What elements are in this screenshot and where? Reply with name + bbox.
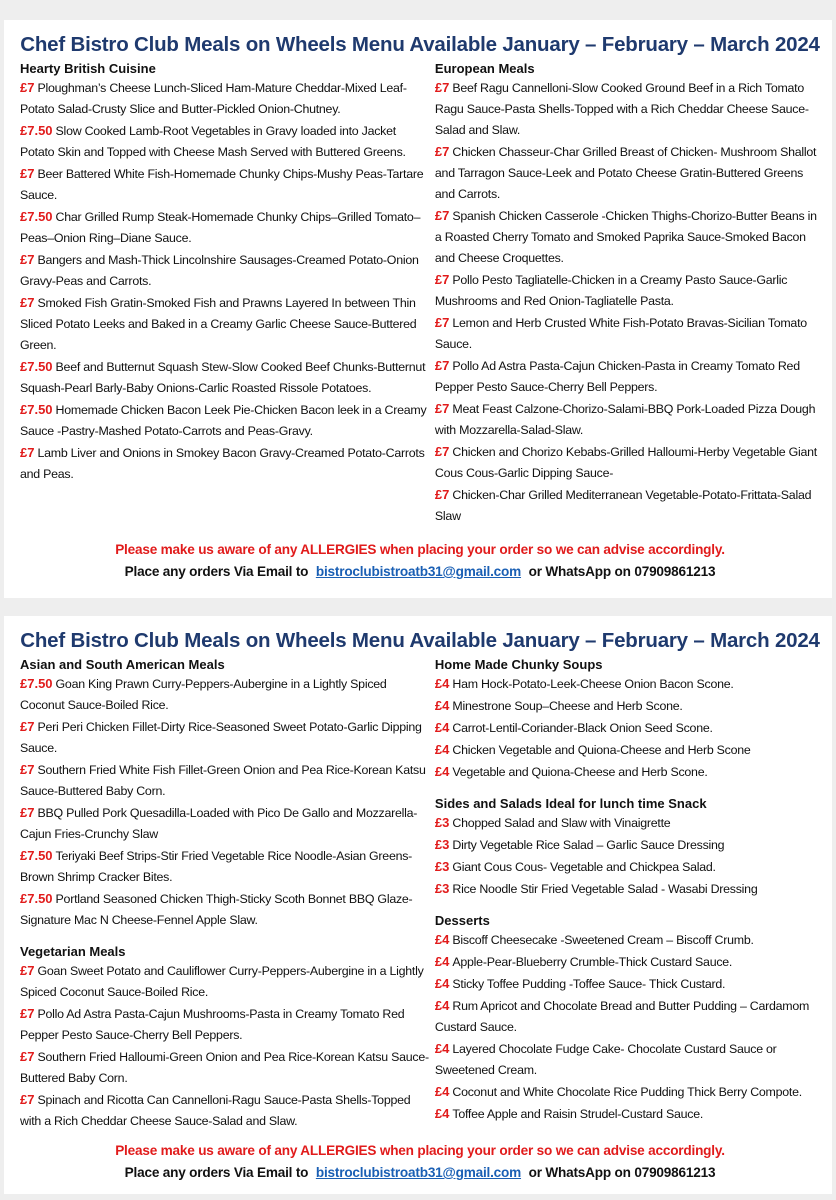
item-price: £4 bbox=[434, 676, 450, 691]
menu-item bbox=[20, 845, 429, 888]
item-price: £7 bbox=[434, 401, 450, 416]
menu-footer bbox=[20, 539, 820, 583]
menu-item bbox=[20, 1046, 429, 1089]
item-price: £3 bbox=[434, 837, 450, 852]
item-price: £4 bbox=[434, 976, 450, 991]
email-link[interactable]: bistroclubistroatb31@gmail.com bbox=[315, 564, 522, 579]
item-price: £7 bbox=[20, 1006, 35, 1021]
item-description: Pollo Pesto Tagliatelle-Chicken in a Creamy Pasto Sauce-Garlic Mushrooms and Red Onion-Tagliatelle Pasta. bbox=[434, 273, 788, 308]
item-description: Lamb Liver and Onions in Smokey Bacon Gravy-Creamed Potato-Carrots and Peas. bbox=[20, 446, 425, 481]
item-price: £3 bbox=[434, 859, 450, 874]
menu-item bbox=[20, 716, 429, 759]
desserts-item-list bbox=[435, 929, 820, 1125]
european-column bbox=[435, 60, 820, 527]
section-heading-vegetarian: Vegetarian Meals bbox=[20, 944, 126, 959]
order-suffix: or WhatsApp on 07909861213 bbox=[528, 564, 716, 579]
item-description: Southern Fried White Fish Fillet-Green Onion and Pea Rice-Korean Katsu Sauce-Buttered Baby Corn. bbox=[20, 763, 426, 798]
item-price: £7 bbox=[20, 445, 35, 460]
allergy-notice: Please make us aware of any ALLERGIES when placing your order so we can advise accordingly. bbox=[115, 1143, 725, 1158]
item-price: £4 bbox=[434, 1084, 450, 1099]
item-description: Apple-Pear-Blueberry Crumble-Thick Custard Sauce. bbox=[452, 955, 733, 969]
item-price: £7 bbox=[20, 166, 35, 181]
menu-item bbox=[435, 995, 820, 1038]
item-price: £7.50 bbox=[20, 676, 53, 691]
menu-item bbox=[435, 1103, 820, 1125]
menu-item bbox=[20, 802, 429, 845]
asian-item-list bbox=[20, 673, 429, 931]
email-link[interactable]: bistroclubistroatb31@gmail.com bbox=[315, 1165, 522, 1180]
menu-item bbox=[20, 759, 429, 802]
item-description: Goan King Prawn Curry-Peppers-Aubergine in a Lightly Spiced Coconut Sauce-Boiled Rice. bbox=[20, 677, 387, 712]
menu-item bbox=[435, 269, 820, 312]
section-heading-sides: Sides and Salads Ideal for lunch time Snack bbox=[434, 796, 707, 811]
vegetarian-item-list bbox=[20, 960, 429, 1132]
soups-desserts-column bbox=[435, 656, 820, 1132]
item-description: Char Grilled Rump Steak-Homemade Chunky Chips–Grilled Tomato–Peas–Onion Ring–Diane Sauce. bbox=[20, 210, 421, 245]
item-description: Beer Battered White Fish-Homemade Chunky Chips-Mushy Peas-Tartare Sauce. bbox=[20, 167, 424, 202]
item-price: £7 bbox=[20, 295, 35, 310]
item-description: Coconut and White Chocolate Rice Pudding Thick Berry Compote. bbox=[452, 1085, 802, 1099]
item-price: £7 bbox=[20, 1049, 35, 1064]
section-heading-european: European Meals bbox=[434, 61, 535, 76]
item-description: Homemade Chicken Bacon Leek Pie-Chicken Bacon leek in a Creamy Sauce -Pastry-Mashed Potato-Carrots and Peas-Gravy. bbox=[20, 403, 427, 438]
menu-item bbox=[20, 673, 429, 716]
section-heading-soups: Home Made Chunky Soups bbox=[434, 657, 603, 672]
item-description: Southern Fried Halloumi-Green Onion and Pea Rice-Korean Katsu Sauce-Buttered Baby Corn. bbox=[20, 1050, 429, 1085]
menu-item bbox=[435, 695, 820, 717]
order-prefix: Place any orders Via Email to bbox=[124, 1165, 309, 1180]
item-price: £7 bbox=[434, 208, 450, 223]
asian-veg-column bbox=[20, 656, 435, 1132]
item-price: £4 bbox=[434, 764, 450, 779]
menu-item bbox=[435, 673, 820, 695]
european-item-list bbox=[435, 77, 820, 527]
item-description: Spinach and Ricotta Can Cannelloni-Ragu Sauce-Pasta Shells-Topped with a Rich Cheddar Cheese Sauce-Salad and Slaw. bbox=[20, 1093, 411, 1128]
item-price: £7 bbox=[434, 272, 450, 287]
item-price: £7 bbox=[434, 444, 450, 459]
item-description: Bangers and Mash-Thick Lincolnshire Sausages-Creamed Potato-Onion Gravy-Peas and Carrots. bbox=[20, 253, 419, 288]
item-price: £7 bbox=[20, 252, 35, 267]
menu-item bbox=[435, 856, 820, 878]
item-price: £3 bbox=[434, 881, 450, 896]
british-column bbox=[20, 60, 435, 527]
item-price: £7 bbox=[20, 805, 35, 820]
menu-item bbox=[435, 441, 820, 484]
item-description: Chicken-Char Grilled Mediterranean Vegetable-Potato-Frittata-Salad Slaw bbox=[434, 488, 812, 523]
menu-item bbox=[435, 1081, 820, 1103]
item-price: £4 bbox=[434, 1041, 450, 1056]
item-price: £7 bbox=[434, 315, 450, 330]
item-price: £4 bbox=[434, 698, 450, 713]
item-description: Peri Peri Chicken Fillet-Dirty Rice-Seasoned Sweet Potato-Garlic Dipping Sauce. bbox=[20, 720, 422, 755]
menu-sheet-2 bbox=[4, 616, 832, 1194]
menu-item bbox=[435, 77, 820, 141]
item-price: £4 bbox=[434, 1106, 450, 1121]
menu-sheet-1 bbox=[4, 20, 832, 598]
item-description: Vegetable and Quiona-Cheese and Herb Scone. bbox=[452, 765, 708, 779]
order-suffix: or WhatsApp on 07909861213 bbox=[528, 1165, 716, 1180]
item-price: £7 bbox=[434, 358, 450, 373]
menu-item bbox=[435, 1038, 820, 1081]
menu-item bbox=[20, 1089, 429, 1132]
menu-item bbox=[435, 398, 820, 441]
item-description: Rum Apricot and Chocolate Bread and Butter Pudding – Cardamom Custard Sauce. bbox=[434, 999, 810, 1034]
item-description: Chicken Vegetable and Quiona-Cheese and Herb Scone bbox=[452, 743, 751, 757]
item-price: £4 bbox=[434, 932, 450, 947]
item-description: Sticky Toffee Pudding -Toffee Sauce- Thick Custard. bbox=[452, 977, 726, 991]
menu-item bbox=[20, 77, 429, 120]
item-description: Smoked Fish Gratin-Smoked Fish and Prawns Layered In between Thin Sliced Potato Leeks and Baked in a Creamy Garlic Cheese Sauce-Buttered Green. bbox=[20, 296, 417, 352]
item-description: Minestrone Soup–Cheese and Herb Scone. bbox=[452, 699, 683, 713]
item-description: Teriyaki Beef Strips-Stir Fried Vegetable Rice Noodle-Asian Greens-Brown Shrimp Cracker Bites. bbox=[20, 849, 413, 884]
section-heading-british: Hearty British Cuisine bbox=[20, 61, 156, 76]
menu-item bbox=[435, 951, 820, 973]
item-price: £7.50 bbox=[20, 359, 53, 374]
item-price: £7.50 bbox=[20, 402, 53, 417]
item-price: £7.50 bbox=[20, 123, 53, 138]
item-price: £4 bbox=[434, 998, 450, 1013]
menu-item bbox=[435, 205, 820, 269]
item-description: Rice Noodle Stir Fried Vegetable Salad - Wasabi Dressing bbox=[452, 882, 758, 896]
item-price: £4 bbox=[434, 742, 450, 757]
menu-item bbox=[435, 355, 820, 398]
menu-item bbox=[435, 834, 820, 856]
item-description: Carrot-Lentil-Coriander-Black Onion Seed Scone. bbox=[452, 721, 713, 735]
menu-item bbox=[20, 442, 429, 485]
item-price: £7 bbox=[20, 963, 35, 978]
item-description: Beef and Butternut Squash Stew-Slow Cooked Beef Chunks-Butternut Squash-Pearl Barly-Baby Onions-Carlic Roasted Rissole Potatoes. bbox=[20, 360, 426, 395]
item-price: £4 bbox=[434, 720, 450, 735]
order-info bbox=[20, 1162, 820, 1184]
menu-item bbox=[435, 973, 820, 995]
item-price: £7.50 bbox=[20, 891, 53, 906]
menu-item bbox=[435, 717, 820, 739]
menu-item bbox=[435, 739, 820, 761]
item-price: £3 bbox=[434, 815, 450, 830]
item-price: £4 bbox=[434, 954, 450, 969]
menu-item bbox=[20, 356, 429, 399]
item-description: Chicken and Chorizo Kebabs-Grilled Halloumi-Herby Vegetable Giant Cous Cous-Garlic Dipping Sauce- bbox=[434, 445, 817, 480]
item-description: Toffee Apple and Raisin Strudel-Custard Sauce. bbox=[452, 1107, 704, 1121]
item-description: Goan Sweet Potato and Cauliflower Curry-Peppers-Aubergine in a Lightly Spiced Coconut Sauce-Boiled Rice. bbox=[20, 964, 424, 999]
menu-item bbox=[20, 249, 429, 292]
item-description: Meat Feast Calzone-Chorizo-Salami-BBQ Pork-Loaded Pizza Dough with Mozzarella-Salad-Slaw. bbox=[434, 402, 816, 437]
item-description: Ham Hock-Potato-Leek-Cheese Onion Bacon Scone. bbox=[452, 677, 734, 691]
section-heading-desserts: Desserts bbox=[434, 913, 490, 928]
menu-title: Chef Bistro Club Meals on Wheels Menu Available January – February – March 2024 bbox=[20, 33, 820, 56]
soups-item-list bbox=[435, 673, 820, 783]
british-item-list bbox=[20, 77, 429, 485]
item-description: Giant Cous Cous- Vegetable and Chickpea Salad. bbox=[452, 860, 716, 874]
order-prefix: Place any orders Via Email to bbox=[124, 564, 309, 579]
item-description: Dirty Vegetable Rice Salad – Garlic Sauce Dressing bbox=[452, 838, 725, 852]
order-info bbox=[20, 561, 820, 583]
menu-item bbox=[20, 888, 429, 931]
menu-item bbox=[435, 312, 820, 355]
menu-footer bbox=[20, 1140, 820, 1184]
item-price: £7 bbox=[20, 1092, 35, 1107]
item-description: Lemon and Herb Crusted White Fish-Potato Bravas-Sicilian Tomato Sauce. bbox=[434, 316, 807, 351]
menu-item bbox=[435, 484, 820, 527]
menu-title: Chef Bistro Club Meals on Wheels Menu Available January – February – March 2024 bbox=[20, 629, 820, 652]
item-price: £7.50 bbox=[20, 848, 53, 863]
item-price: £7 bbox=[20, 719, 35, 734]
item-description: Slow Cooked Lamb-Root Vegetables in Gravy loaded into Jacket Potato Skin and Topped with Cheese Mash Served with Buttered Greens. bbox=[20, 124, 406, 159]
menu-item bbox=[20, 399, 429, 442]
item-price: £7 bbox=[434, 80, 450, 95]
item-price: £7 bbox=[434, 487, 450, 502]
section-heading-asian: Asian and South American Meals bbox=[20, 657, 225, 672]
item-description: Layered Chocolate Fudge Cake- Chocolate Custard Sauce or Sweetened Cream. bbox=[434, 1042, 777, 1077]
item-description: Chicken Chasseur-Char Grilled Breast of Chicken- Mushroom Shallot and Tarragon Sauce-Leek and Potato Cheese Gratin-Buttered Greens and Carrots. bbox=[434, 145, 817, 201]
menu-item bbox=[20, 960, 429, 1003]
sides-item-list bbox=[435, 812, 820, 900]
menu-item bbox=[435, 929, 820, 951]
menu-item bbox=[435, 812, 820, 834]
menu-item bbox=[20, 206, 429, 249]
item-description: Ploughman’s Cheese Lunch-Sliced Ham-Mature Cheddar-Mixed Leaf-Potato Salad-Crusty Slice and Butter-Pickled Onion-Chutney. bbox=[20, 81, 407, 116]
allergy-notice: Please make us aware of any ALLERGIES when placing your order so we can advise accordingly. bbox=[115, 542, 725, 557]
item-description: Beef Ragu Cannelloni-Slow Cooked Ground Beef in a Rich Tomato Ragu Sauce-Pasta Shells-Topped with a Rich Cheddar Cheese Sauce-Salad and Slaw. bbox=[434, 81, 809, 137]
menu-item bbox=[435, 141, 820, 205]
item-price: £7 bbox=[20, 762, 35, 777]
menu-item bbox=[20, 1003, 429, 1046]
item-price: £7 bbox=[20, 80, 35, 95]
item-description: Pollo Ad Astra Pasta-Cajun Chicken-Pasta in Creamy Tomato Red Pepper Pesto Sauce-Cherry Bell Peppers. bbox=[434, 359, 800, 394]
item-description: Biscoff Cheesecake -Sweetened Cream – Biscoff Crumb. bbox=[452, 933, 754, 947]
item-description: BBQ Pulled Pork Quesadilla-Loaded with Pico De Gallo and Mozzarella-Cajun Fries-Crunchy Slaw bbox=[20, 806, 418, 841]
item-price: £7 bbox=[434, 144, 450, 159]
menu-item bbox=[20, 120, 429, 163]
item-description: Portland Seasoned Chicken Thigh-Sticky Scoth Bonnet BBQ Glaze-Signature Mac N Cheese-Fennel Apple Slaw. bbox=[20, 892, 413, 927]
item-description: Spanish Chicken Casserole -Chicken Thighs-Chorizo-Butter Beans in a Roasted Cherry Tomato and Smoked Paprika Sauce-Smoked Bacon and Cheese Croquettes. bbox=[434, 209, 817, 265]
item-description: Pollo Ad Astra Pasta-Cajun Mushrooms-Pasta in Creamy Tomato Red Pepper Pesto Sauce-Cherry Bell Peppers. bbox=[20, 1007, 405, 1042]
menu-item bbox=[435, 761, 820, 783]
item-description: Chopped Salad and Slaw with Vinaigrette bbox=[452, 816, 671, 830]
menu-item bbox=[435, 878, 820, 900]
menu-item bbox=[20, 292, 429, 356]
item-price: £7.50 bbox=[20, 209, 53, 224]
menu-item bbox=[20, 163, 429, 206]
